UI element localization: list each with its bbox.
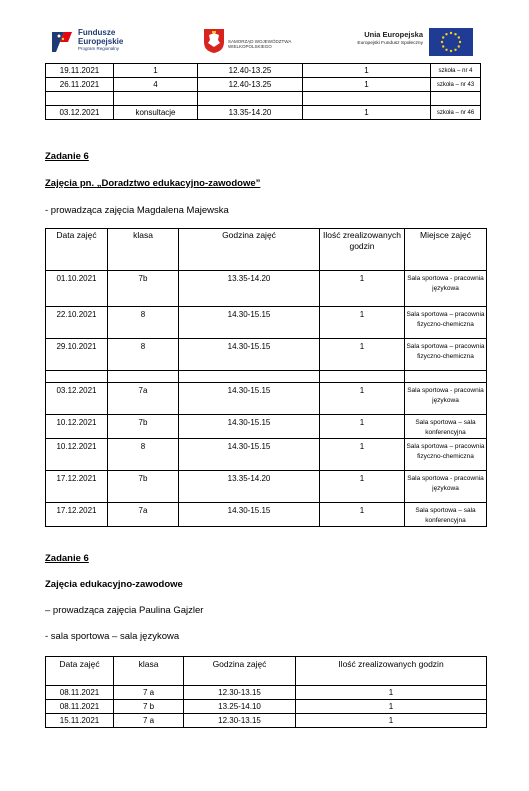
cell-date: 08.11.2021: [46, 700, 114, 714]
wlkp-line2: WIELKOPOLSKIEGO: [228, 44, 272, 49]
table-row: [46, 686, 487, 700]
cell-place: Sala sportowa - pracownia językowa: [405, 383, 487, 415]
table-row: [46, 439, 487, 471]
ue-subtitle: Europejski Fundusz Społeczny: [357, 41, 423, 46]
cell-class: 7b: [108, 471, 179, 503]
cell-time: 14.30-15.15: [179, 439, 320, 471]
col-header-hours: Ilość zrealizowanych godzin: [296, 657, 487, 686]
cell-hours: 1: [320, 471, 405, 503]
cell-place: Sala sportowa – pracownia fizyczno-chemiczna: [405, 339, 487, 371]
cell-time: 13.35-14.20: [198, 106, 303, 120]
cell-time: 13.35-14.20: [179, 471, 320, 503]
cell-class: [114, 92, 198, 106]
cell-time: 13.25-14.10: [184, 700, 296, 714]
table-row: [46, 307, 487, 339]
eu-flag-icon: [429, 28, 473, 56]
table-row: [46, 503, 487, 527]
cell-class: 7a: [108, 383, 179, 415]
cell-place: Sala sportowa – sala konferencyjna: [405, 503, 487, 527]
cell-class: 8: [108, 307, 179, 339]
col-header-class: klasa: [114, 657, 184, 686]
cell-date: 22.10.2021: [46, 307, 108, 339]
schedule-table-1: [45, 63, 481, 120]
schedule-table-3: [45, 656, 487, 728]
cell-class: konsultacje: [114, 106, 198, 120]
table-row: [46, 471, 487, 503]
cell-time: 12.40-13.25: [198, 64, 303, 78]
cell-date: 03.12.2021: [46, 383, 108, 415]
table-row: [46, 339, 487, 371]
cell-time: 13.35-14.20: [179, 271, 320, 307]
cell-hours: 1: [320, 415, 405, 439]
cell-hours: 1: [296, 700, 487, 714]
cell-hours: 1: [296, 714, 487, 728]
fe-line1: Fundusze: [78, 28, 116, 37]
logo-bar: [0, 0, 529, 62]
section3-heading: Zadanie 6: [45, 553, 89, 564]
cell-hours: 1: [320, 503, 405, 527]
cell-hours: 1: [296, 686, 487, 700]
table-row: [46, 78, 481, 92]
cell-place: szkoła – nr 46: [431, 106, 481, 120]
cell-class: [108, 371, 179, 383]
cell-place: Sala sportowa – pracownia fizyczno-chemiczna: [405, 307, 487, 339]
fe-line3: Program Regionalny: [78, 46, 120, 51]
table-header-row: [46, 229, 487, 271]
cell-time: 12.30-13.15: [184, 714, 296, 728]
cell-place: [431, 92, 481, 106]
col-header-place: Miejsce zajęć: [405, 229, 487, 271]
cell-date: 19.11.2021: [46, 64, 114, 78]
cell-time: 14.30-15.15: [179, 339, 320, 371]
wlkp-line1: SAMORZĄD WOJEWÓDZTWA: [228, 39, 292, 44]
cell-time: [179, 371, 320, 383]
table-row: [46, 714, 487, 728]
cell-date: 17.12.2021: [46, 471, 108, 503]
cell-place: szkoła – nr 4: [431, 64, 481, 78]
table-row: [46, 371, 487, 383]
samorzad-logo: [203, 28, 303, 54]
cell-time: 14.30-15.15: [179, 503, 320, 527]
section3-subheading: Zajęcia edukacyjno-zawodowe: [45, 579, 183, 590]
cell-class: 7b: [108, 271, 179, 307]
cell-hours: 1: [320, 439, 405, 471]
table-row: [46, 106, 481, 120]
cell-date: 29.10.2021: [46, 339, 108, 371]
cell-place: Sala sportowa - pracownia językowa: [405, 471, 487, 503]
cell-date: 10.12.2021: [46, 439, 108, 471]
section2-teacher: - prowadząca zajęcia Magdalena Majewska: [45, 205, 229, 216]
col-header-date: Data zajęć: [46, 229, 108, 271]
col-header-class: klasa: [108, 229, 179, 271]
cell-class: 4: [114, 78, 198, 92]
cell-hours: [320, 371, 405, 383]
cell-time: 12.40-13.25: [198, 78, 303, 92]
col-header-time: Godzina zajęć: [179, 229, 320, 271]
cell-time: 12.30-13.15: [184, 686, 296, 700]
section3-teacher: – prowadząca zajęcia Paulina Gajzler: [45, 605, 204, 616]
cell-hours: 1: [320, 271, 405, 307]
cell-date: 03.12.2021: [46, 106, 114, 120]
cell-date: 01.10.2021: [46, 271, 108, 307]
section2-heading: Zadanie 6: [45, 151, 89, 162]
table-row: [46, 271, 487, 307]
cell-date: 08.11.2021: [46, 686, 114, 700]
cell-place: Sala sportowa - pracownia językowa: [405, 271, 487, 307]
cell-hours: 1: [320, 383, 405, 415]
fe-stars-icon: [50, 28, 74, 54]
cell-date: 15.11.2021: [46, 714, 114, 728]
table-row: [46, 92, 481, 106]
cell-hours: 1: [320, 307, 405, 339]
cell-date: 26.11.2021: [46, 78, 114, 92]
cell-time: 14.30-15.15: [179, 307, 320, 339]
ue-title: Unia Europejska: [364, 30, 423, 39]
cell-date: 17.12.2021: [46, 503, 108, 527]
cell-hours: 1: [320, 339, 405, 371]
cell-class: 7a: [108, 503, 179, 527]
table-row: [46, 64, 481, 78]
cell-class: 1: [114, 64, 198, 78]
table-row: [46, 700, 487, 714]
section2-subheading: Zajęcia pn. „Doradztwo edukacyjno-zawodowe”: [45, 178, 261, 189]
col-header-date: Data zajęć: [46, 657, 114, 686]
cell-hours: 1: [303, 78, 431, 92]
fe-line2: Europejskie: [78, 37, 124, 46]
col-header-time: Godzina zajęć: [184, 657, 296, 686]
cell-date: [46, 371, 108, 383]
cell-place: szkoła – nr 43: [431, 78, 481, 92]
cell-class: 7 a: [114, 686, 184, 700]
cell-date: 10.12.2021: [46, 415, 108, 439]
section3-place: - sala sportowa – sala językowa: [45, 631, 180, 642]
cell-place: Sala sportowa – sala konferencyjna: [405, 415, 487, 439]
cell-hours: [303, 92, 431, 106]
cell-class: 8: [108, 439, 179, 471]
eagle-crest-icon: [203, 28, 225, 54]
cell-time: 14.30-15.15: [179, 383, 320, 415]
cell-class: 7 a: [114, 714, 184, 728]
table-row: [46, 383, 487, 415]
cell-hours: 1: [303, 106, 431, 120]
table-header-row: [46, 657, 487, 686]
cell-date: [46, 92, 114, 106]
cell-class: 7b: [108, 415, 179, 439]
fundusze-europejskie-logo: [50, 26, 140, 58]
cell-class: 8: [108, 339, 179, 371]
cell-place: Sala sportowa – pracownia fizyczno-chemiczna: [405, 439, 487, 471]
cell-time: 14.30-15.15: [179, 415, 320, 439]
table-row: [46, 415, 487, 439]
unia-europejska-logo: [330, 28, 475, 58]
cell-hours: 1: [303, 64, 431, 78]
cell-class: 7 b: [114, 700, 184, 714]
cell-place: [405, 371, 487, 383]
cell-time: [198, 92, 303, 106]
schedule-table-2: [45, 228, 487, 527]
col-header-hours: Ilość zrealizowanych godzin: [320, 229, 405, 271]
